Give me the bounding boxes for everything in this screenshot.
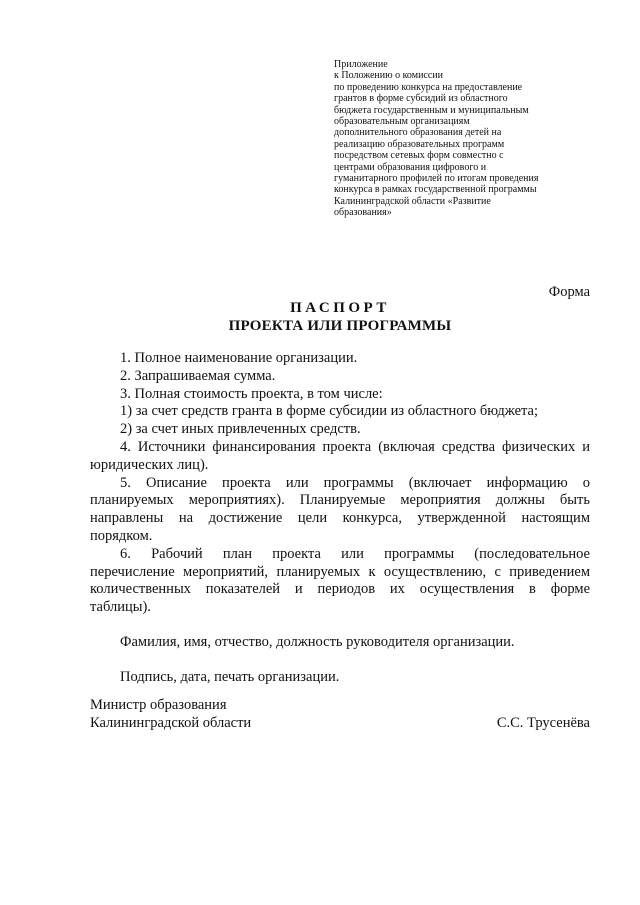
item-6-line: таблицы). <box>90 599 151 616</box>
passport-items <box>90 350 590 687</box>
signatory-region: Калининградской области <box>90 715 252 731</box>
appendix-line: реализацию образовательных программ <box>334 138 505 150</box>
appendix-line: по проведению конкурса на предоставление <box>334 81 523 93</box>
appendix-block <box>334 59 604 219</box>
document-subtitle: ПРОЕКТА ИЛИ ПРОГРАММЫ <box>228 318 452 334</box>
appendix-line: центрами образования цифрового и <box>334 161 487 173</box>
head-name-line: Фамилия, имя, отчество, должность руководителя организации. <box>120 633 515 650</box>
appendix-line: посредством сетевых форм совместно с <box>334 150 504 162</box>
appendix-line: образовательным организациям <box>334 116 470 128</box>
signatory-position: Министр образования <box>90 697 227 713</box>
appendix-line: Приложение <box>334 59 388 70</box>
item-3: 3. Полная стоимость проекта, в том числе: <box>120 385 383 402</box>
signatory-name: С.С. Трусенёва <box>496 715 590 731</box>
form-label: Форма <box>548 284 590 300</box>
spacer <box>90 652 590 669</box>
appendix-line: образования» <box>334 207 392 219</box>
document-title: ПАСПОРТ <box>290 300 390 316</box>
item-3-sub-2: 2) за счет иных привлеченных средств. <box>120 421 361 438</box>
item-4-line: юридических лиц). <box>90 456 209 473</box>
item-6-line: количественных показателей и периодов их осуществления в форме <box>90 581 590 598</box>
appendix-line: конкурса в рамках государственной программы <box>334 184 537 196</box>
signature-line: Подпись, дата, печать организации. <box>120 668 340 685</box>
spacer <box>90 617 590 634</box>
item-3-sub-1: 1) за счет средств гранта в форме субсидии из областного бюджета; <box>120 403 539 420</box>
item-6-line: 6. Рабочий план проекта или программы (последовательное <box>120 545 590 562</box>
item-2: 2. Запрашиваемая сумма. <box>120 367 276 384</box>
item-4-line: 4. Источники финансирования проекта (включая средства физических и <box>120 438 590 455</box>
appendix-line: грантов в форме субсидий из областного <box>334 93 508 105</box>
item-5-line: направлены на достижение цели конкурса, утвержденной настоящим <box>90 510 590 527</box>
item-5-line: планируемых мероприятиях). Планируемые мероприятия должны быть <box>90 492 590 509</box>
item-6-line: перечисление мероприятий, планируемых к осуществлению, с приведением <box>90 563 590 580</box>
appendix-line: бюджета государственным и муниципальным <box>334 104 529 116</box>
item-1: 1. Полное наименование организации. <box>120 350 358 366</box>
item-5-line: 5. Описание проекта или программы (включает информацию о <box>120 474 590 491</box>
appendix-line: гуманитарного профилей по итогам проведения <box>334 173 539 185</box>
item-5-line: порядком. <box>90 527 153 544</box>
appendix-line: Калининградской области «Развитие <box>334 195 491 207</box>
appendix-line: к Положению о комиссии <box>334 70 443 82</box>
appendix-line: дополнительного образования детей на <box>334 127 502 139</box>
